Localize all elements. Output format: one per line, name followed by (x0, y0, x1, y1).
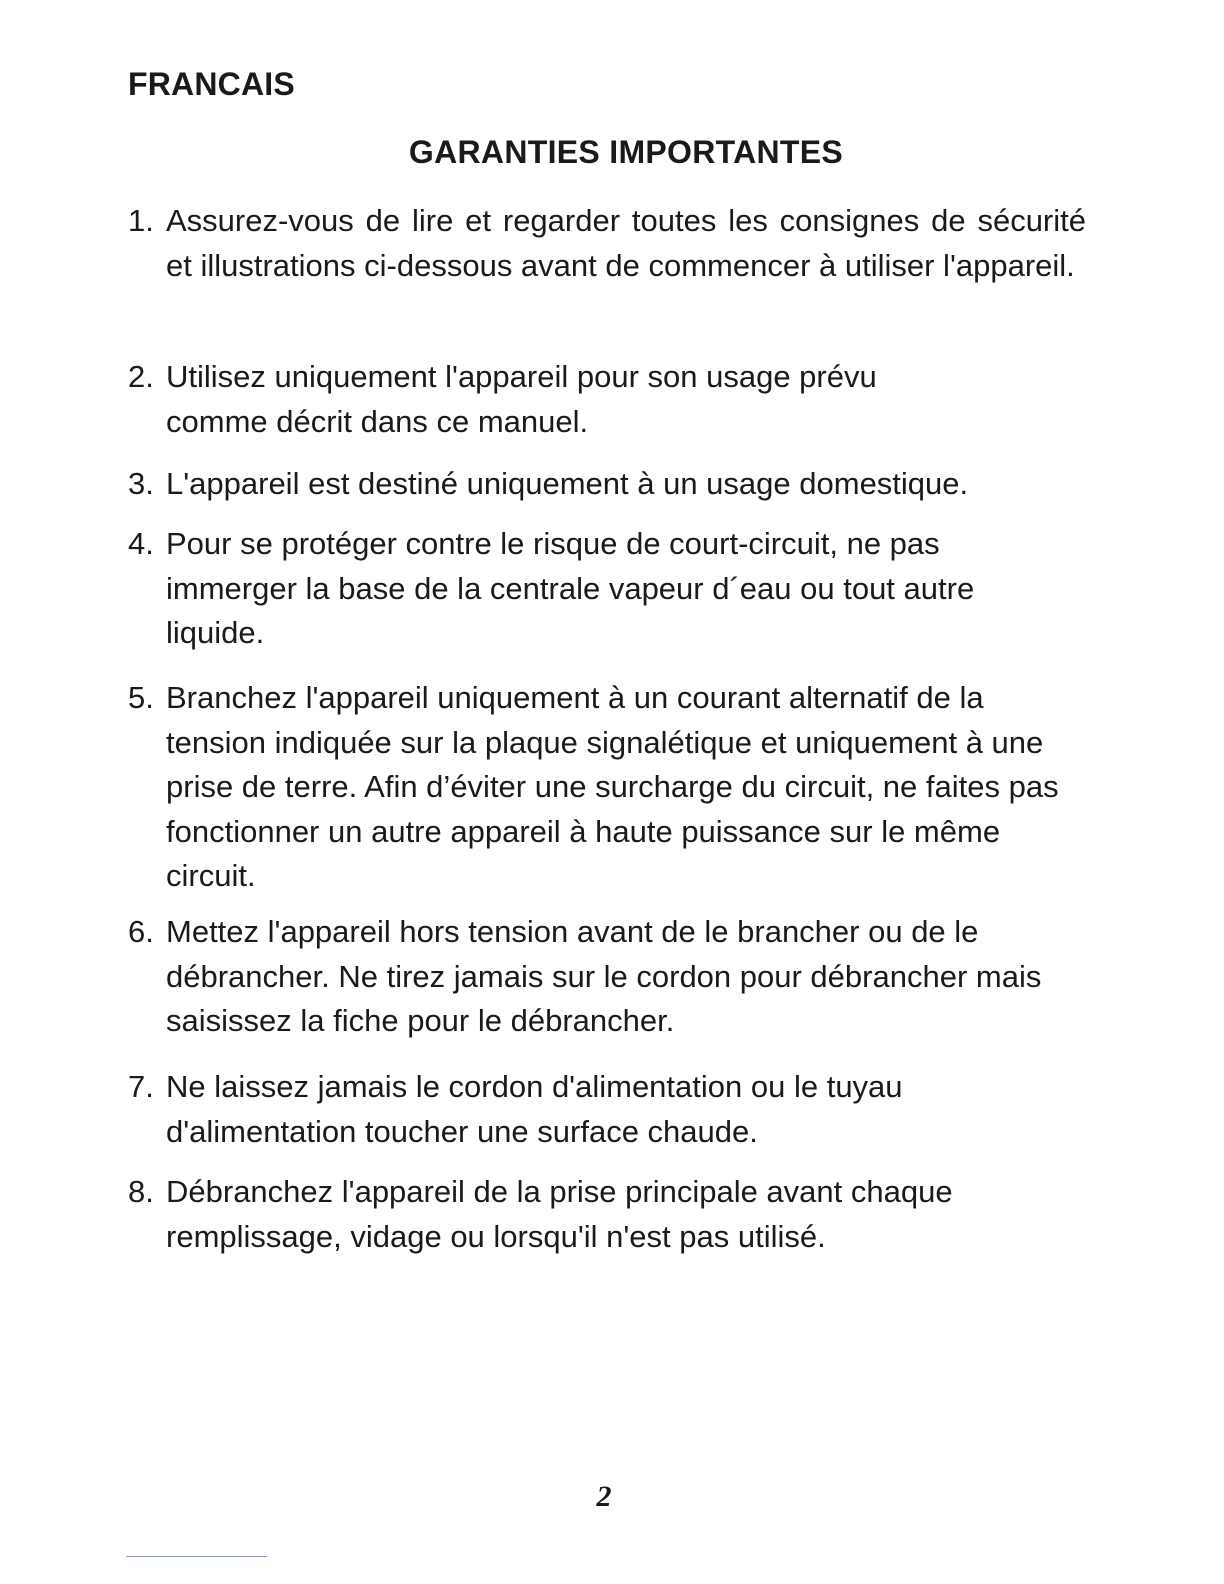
item-number: 2. (128, 359, 154, 394)
safety-item-5 (128, 676, 1086, 899)
page-number: 2 (596, 1480, 612, 1513)
safety-item-4 (128, 522, 1086, 656)
item-number: 3. (128, 466, 154, 501)
footer-rule (126, 1556, 267, 1557)
item-number: 5. (128, 680, 154, 715)
item-text: Débranchez l'appareil de la prise principale avant chaque remplissage, vidage ou lorsqu'il n'est pas utilisé. (166, 1174, 953, 1254)
item-text: Ne laissez jamais le cordon d'alimentation ou le tuyau d'alimentation toucher une surface chaude. (166, 1069, 903, 1149)
item-text: Mettez l'appareil hors tension avant de le brancher ou de le débrancher. Ne tirez jamais sur le cordon pour débrancher mais saisissez la fiche pour le débrancher. (166, 914, 1042, 1038)
item-number: 4. (128, 526, 154, 561)
item-text: L'appareil est destiné uniquement à un usage domestique. (166, 466, 969, 501)
safety-item-8 (128, 1170, 1086, 1259)
item-number: 6. (128, 914, 154, 949)
safety-item-2 (128, 355, 1086, 444)
safety-item-1 (128, 199, 1086, 288)
safety-item-3 (128, 462, 1086, 507)
item-text: Pour se protéger contre le risque de court-circuit, ne pas immerger la base de la centrale vapeur d´eau ou tout autre liquide. (166, 526, 975, 650)
item-text: Assurez-vous de lire et regarder toutes les consignes de sécurité et illustrations ci-dessous avant de commencer à utiliser l'appareil. (166, 203, 1086, 283)
item-number: 1. (128, 203, 154, 238)
item-text: Utilisez uniquement l'appareil pour son usage prévu comme décrit dans ce manuel. (166, 359, 877, 439)
item-number: 8. (128, 1174, 154, 1209)
safety-item-7 (128, 1065, 1086, 1154)
section-label: FRANCAIS (128, 66, 295, 102)
safety-item-6 (128, 910, 1086, 1044)
item-text: Branchez l'appareil uniquement à un courant alternatif de la tension indiquée sur la plaque signalétique et uniquement à une prise de terre. Afin d’éviter une surcharge du circuit, ne faites pas fonctionner un autre appareil à haute puissance sur le même circuit. (166, 680, 1059, 893)
item-number: 7. (128, 1069, 154, 1104)
page-title: GARANTIES IMPORTANTES (408, 134, 844, 170)
